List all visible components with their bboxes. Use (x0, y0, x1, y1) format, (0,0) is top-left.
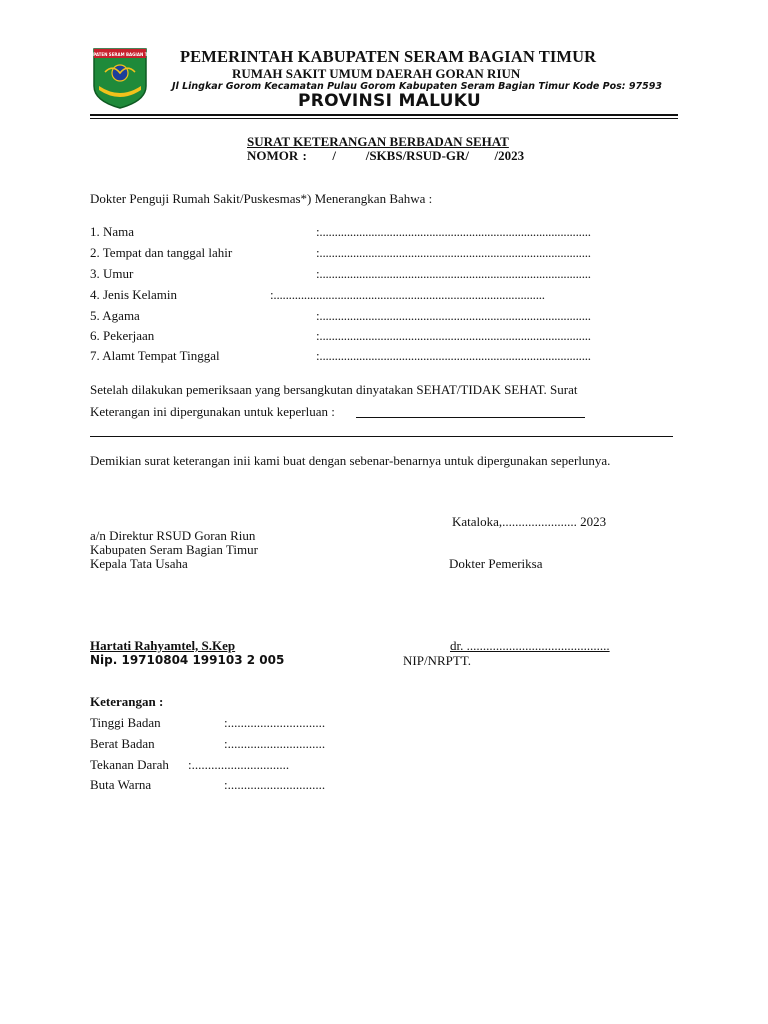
statement-line-1: Setelah dilakukan pemeriksaan yang bersangkutan dinyatakan SEHAT/TIDAK SEHAT. Surat (90, 382, 578, 397)
field-value-umur: :......................................................................................... (316, 266, 591, 281)
field-label-ttl: 2. Tempat dan tanggal lahir (90, 245, 233, 260)
intro-text: Dokter Penguji Rumah Sakit/Puskesmas*) Menerangkan Bahwa : (90, 191, 433, 206)
header-divider-thick (90, 114, 678, 116)
keterangan-value-tinggi: :.............................. (224, 715, 326, 730)
field-label-agama: 5. Agama (90, 308, 140, 323)
right-sign-role: Dokter Pemeriksa (449, 556, 543, 571)
right-signer-nip: NIP/NRPTT. (403, 653, 472, 668)
header-address: Jl Lingkar Gorom Kecamatan Pulau Gorom Kabupaten Seram Bagian Timur Kode Pos: 97593 (172, 81, 662, 92)
keterangan-title: Keterangan : (90, 694, 164, 709)
field-value-pekerjaan: :......................................................................................... (316, 328, 591, 343)
left-sign-title-1: a/n Direktur RSUD Goran Riun (90, 528, 256, 543)
left-sign-title-3: Kepala Tata Usaha (90, 556, 188, 571)
svg-text:KABUPATEN SERAM BAGIAN TIMUR: KABUPATEN SERAM BAGIAN TIMUR (80, 52, 160, 57)
field-label-jenis-kelamin: 4. Jenis Kelamin (90, 287, 178, 302)
purpose-blank-line-full (90, 436, 673, 437)
field-label-nama: 1. Nama (90, 224, 135, 239)
keterangan-value-buta-warna: :.............................. (224, 777, 326, 792)
right-signer-name: dr. ............................................ (450, 638, 610, 653)
place-date: Kataloka,....................... 2023 (452, 514, 607, 529)
document-title: SURAT KETERANGAN BERBADAN SEHAT (247, 134, 509, 149)
keterangan-label-berat: Berat Badan (90, 736, 155, 751)
left-signer-name: Hartati Rahyamtel, S.Kep (90, 638, 236, 653)
field-value-nama: :......................................................................................... (316, 224, 591, 239)
header-province: PROVINSI MALUKU (298, 91, 482, 111)
field-value-agama: :......................................................................................... (316, 308, 591, 323)
left-signer-nip: Nip. 19710804 199103 2 005 (90, 653, 285, 667)
keterangan-value-berat: :.............................. (224, 736, 326, 751)
field-value-alamat: :......................................................................................... (316, 348, 591, 363)
keterangan-label-tekanan: Tekanan Darah (90, 757, 169, 772)
header-government: PEMERINTAH KABUPATEN SERAM BAGIAN TIMUR (180, 47, 597, 66)
left-sign-title-2: Kabupaten Seram Bagian Timur (90, 542, 258, 557)
purpose-blank-line (356, 417, 585, 418)
regency-logo-icon (80, 46, 160, 110)
header-hospital: RUMAH SAKIT UMUM DAERAH GORAN RIUN (232, 66, 521, 81)
keterangan-label-buta-warna: Buta Warna (90, 777, 152, 792)
header-divider-thin (90, 118, 678, 119)
keterangan-value-tekanan: :.............................. (188, 757, 290, 772)
field-value-ttl: :......................................................................................... (316, 245, 591, 260)
document-number: NOMOR : / /SKBS/RSUD-GR/ /2023 (247, 148, 525, 163)
statement-line-2: Keterangan ini dipergunakan untuk keperluan : (90, 404, 339, 419)
field-value-jenis-kelamin: :......................................................................................... (270, 287, 545, 302)
field-label-umur: 3. Umur (90, 266, 134, 281)
keterangan-label-tinggi: Tinggi Badan (90, 715, 161, 730)
field-label-pekerjaan: 6. Pekerjaan (90, 328, 155, 343)
field-label-alamat: 7. Alamt Tempat Tinggal (90, 348, 220, 363)
closing-text: Demikian surat keterangan inii kami buat dengan sebenar-benarnya untuk dipergunakan seperlunya. (90, 453, 611, 468)
